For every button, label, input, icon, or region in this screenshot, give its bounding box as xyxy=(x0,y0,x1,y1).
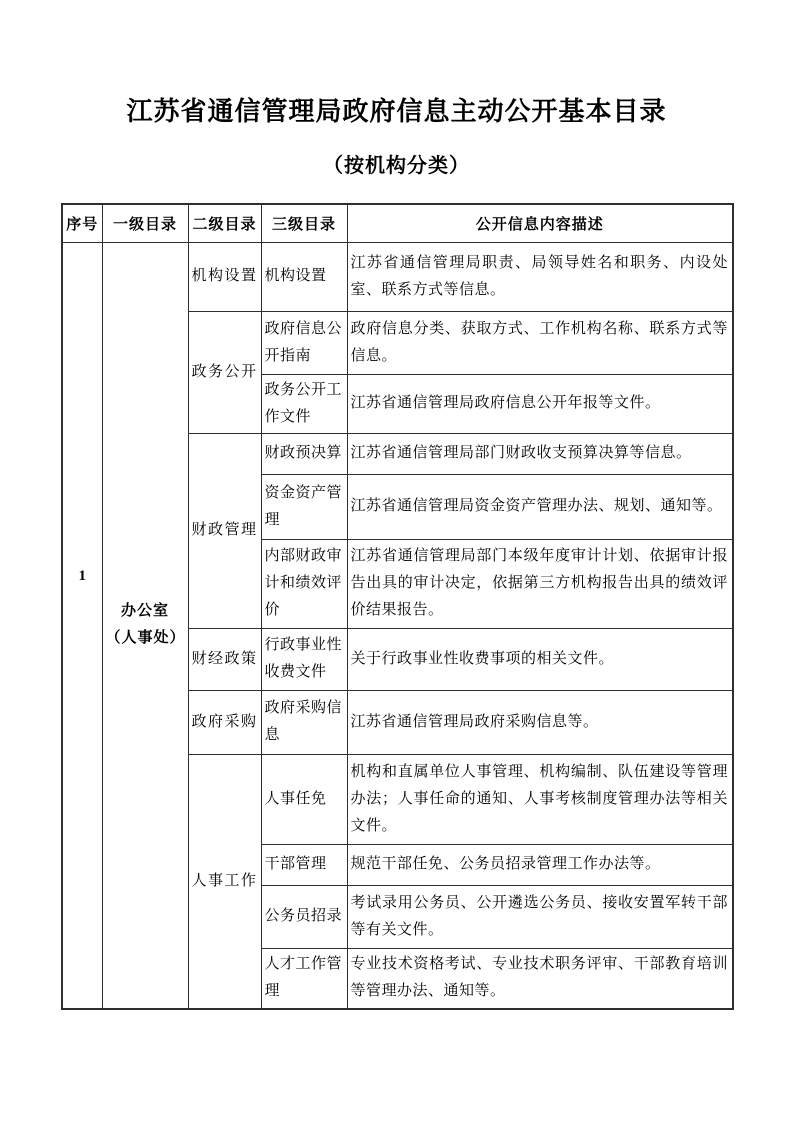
description-cell: 江苏省通信管理局政府采购信息等。 xyxy=(347,690,733,754)
level3-cell: 资金资产管理 xyxy=(261,474,347,539)
description-cell: 规范干部任免、公务员招录管理工作办法等。 xyxy=(347,844,733,885)
description-cell: 机构和直属单位人事管理、机构编制、队伍建设等管理办法；人事任命的通知、人事考核制度管理办法等相关文件。 xyxy=(347,754,733,844)
column-header-level3: 三级目录 xyxy=(261,204,347,242)
level2-cell: 政府采购 xyxy=(188,690,261,754)
catalog-table-header xyxy=(62,204,733,242)
page-subtitle: （按机构分类） xyxy=(323,155,470,178)
level3-cell: 政务公开工作文件 xyxy=(261,374,347,433)
description-cell: 江苏省通信管理局部门本级年度审计计划、依据审计报告出具的审计决定，依据第三方机构报告出具的绩效评价结果报告。 xyxy=(347,539,733,628)
header-row xyxy=(62,204,733,242)
description-cell: 关于行政事业性收费事项的相关文件。 xyxy=(347,628,733,690)
level2-cell: 人事工作 xyxy=(188,754,261,1009)
level3-cell: 公务员招录 xyxy=(261,885,347,948)
table-row xyxy=(62,242,733,311)
description-cell: 江苏省通信管理局职责、局领导姓名和职务、内设处室、联系方式等信息。 xyxy=(347,242,733,311)
level2-cell: 财经政策 xyxy=(188,628,261,690)
catalog-table-body xyxy=(62,242,733,1009)
row-number-cell: 1 xyxy=(62,242,102,1009)
level3-cell: 人事任免 xyxy=(261,754,347,844)
level1-cell: 办公室（人事处） xyxy=(102,242,188,1009)
description-cell: 江苏省通信管理局部门财政收支预算决算等信息。 xyxy=(347,433,733,474)
level2-cell: 政务公开 xyxy=(188,311,261,433)
level3-cell: 干部管理 xyxy=(261,844,347,885)
description-cell: 专业技术资格考试、专业技术职务评审、干部教育培训等管理办法、通知等。 xyxy=(347,948,733,1009)
level2-cell: 财政管理 xyxy=(188,433,261,628)
level3-cell: 机构设置 xyxy=(261,242,347,311)
column-header-description: 公开信息内容描述 xyxy=(347,204,733,242)
description-cell: 江苏省通信管理局政府信息公开年报等文件。 xyxy=(347,374,733,433)
column-header-level2: 二级目录 xyxy=(188,204,261,242)
level3-cell: 政府信息公开指南 xyxy=(261,311,347,374)
description-cell: 政府信息分类、获取方式、工作机构名称、联系方式等信息。 xyxy=(347,311,733,374)
column-header-level1: 一级目录 xyxy=(102,204,188,242)
level2-cell: 机构设置 xyxy=(188,242,261,311)
page-title: 江苏省通信管理局政府信息主动公开基本目录 xyxy=(126,96,667,126)
level3-cell: 行政事业性收费文件 xyxy=(261,628,347,690)
level3-cell: 内部财政审计和绩效评价 xyxy=(261,539,347,628)
description-cell: 考试录用公务员、公开遴选公务员、接收安置军转干部等有关文件。 xyxy=(347,885,733,948)
column-header-number: 序号 xyxy=(62,204,102,242)
level3-cell: 财政预决算 xyxy=(261,433,347,474)
level3-cell: 政府采购信息 xyxy=(261,690,347,754)
level3-cell: 人才工作管理 xyxy=(261,948,347,1009)
description-cell: 江苏省通信管理局资金资产管理办法、规划、通知等。 xyxy=(347,474,733,539)
catalog-table xyxy=(61,203,734,1010)
